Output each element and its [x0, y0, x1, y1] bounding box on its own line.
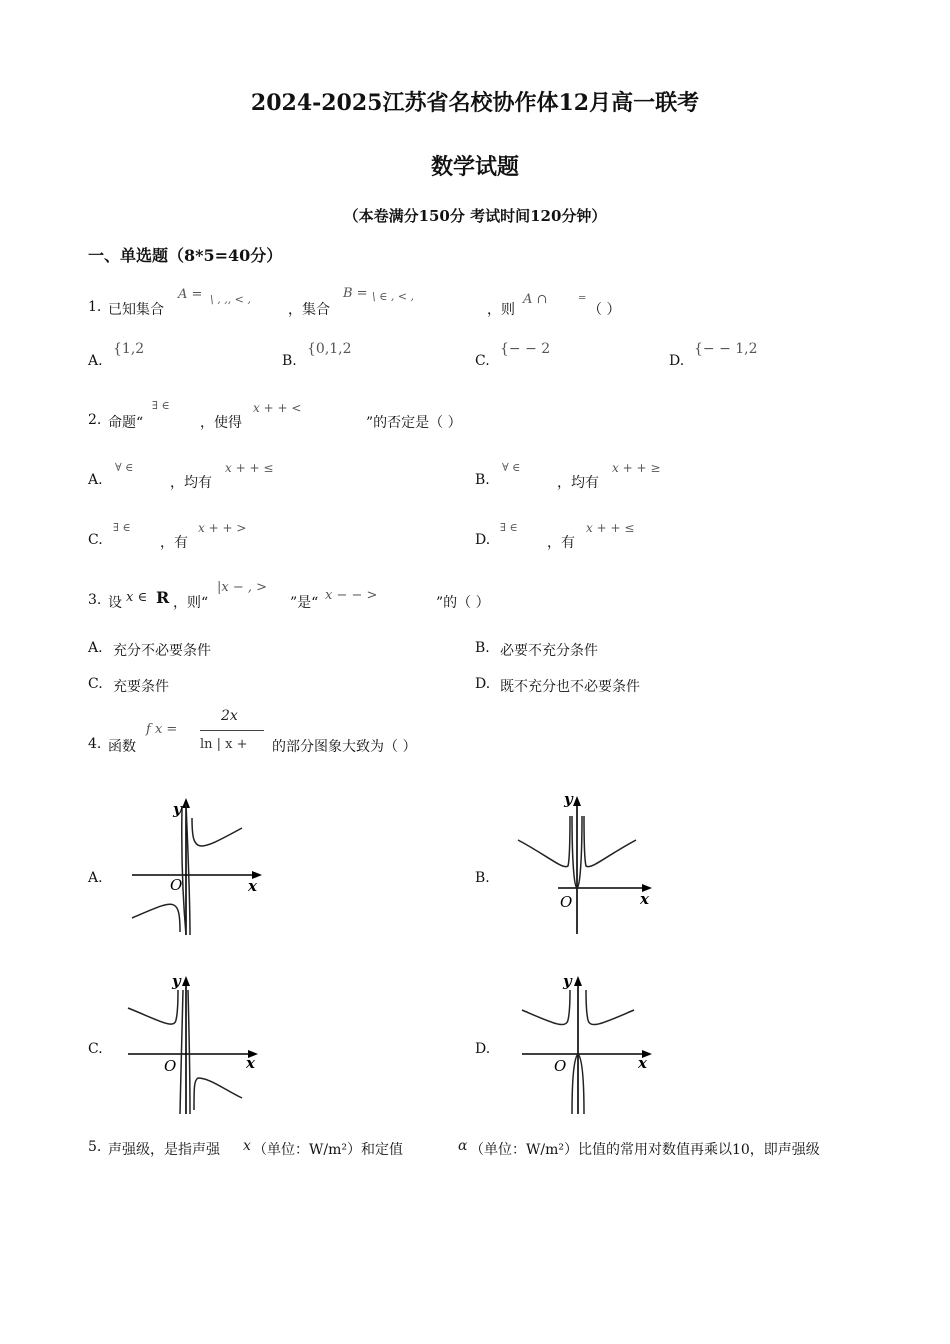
q2-option-B-math-1: ∀ ∈ [502, 461, 521, 474]
graph-C-y-arrow [182, 976, 190, 986]
q4-text-1: 函数 [108, 739, 136, 755]
graph-D [510, 968, 660, 1118]
q3-option-D-label: D. [475, 676, 491, 692]
graph-B-x-label: x [640, 890, 649, 908]
q1-paren: （ ） [588, 302, 621, 318]
graph-B [508, 788, 658, 938]
graph-A-curve-right [192, 818, 242, 846]
section-title: 一、单选题（8*5=40分） [88, 246, 283, 265]
q1-math-B: B = [343, 286, 368, 301]
q3-math-quad: x − − > [325, 588, 378, 603]
q2-option-A-label: A. [88, 472, 103, 488]
q1-option-C-value: {− − 2 [500, 341, 551, 357]
q4-math-f: f x = [146, 722, 178, 737]
q2-text-2: ，使得 [200, 415, 242, 431]
graph-C-label: C. [88, 1041, 103, 1057]
q3-real-set: R [156, 588, 170, 607]
graph-A [120, 790, 270, 940]
graph-C-x-label: x [246, 1054, 255, 1072]
q1-math-eq: = [578, 293, 587, 304]
q5-text-1: 声强级，是指声强 [108, 1142, 220, 1158]
graph-D-y-arrow [574, 976, 582, 986]
graph-B-label: B. [475, 870, 490, 886]
graph-B-y-arrow [573, 796, 581, 806]
q3-option-A-label: A. [88, 640, 103, 656]
graph-B-origin: O [560, 893, 573, 911]
q1-math-AnB: A ∩ [523, 292, 548, 307]
q1-text-1: 已知集合 [108, 302, 164, 318]
q3-text-4: ”的（ ） [436, 595, 490, 611]
q5-math-x: x [243, 1138, 251, 1154]
graph-A-curve-left [132, 904, 180, 932]
q2-option-A-sep: ，均有 [170, 475, 212, 491]
graph-C-curve-center-right [188, 990, 190, 1114]
graph-D-y-label: y [563, 972, 572, 990]
q4-math-numerator: 2x [221, 708, 238, 724]
graph-C-curve-right [194, 1078, 242, 1110]
graph-C-origin: O [164, 1057, 177, 1075]
q3-number: 3. [88, 592, 102, 608]
q4-fraction-bar [200, 730, 264, 731]
q2-option-D-math-1: ∃ ∈ [500, 521, 518, 534]
q1-option-B-label: B. [282, 353, 297, 369]
q5-math-alpha: α [458, 1138, 468, 1154]
exam-title: 2024-2025江苏省名校协作体12月高一联考 [250, 90, 700, 116]
q2-option-B-math-2: x + + ≥ [612, 461, 661, 475]
q4-math-denominator: ln | x + [200, 737, 248, 752]
q3-text-1: 设 [108, 595, 122, 611]
q5-text-2: （单位：W/m²）和定值 [253, 1142, 403, 1158]
q2-option-D-sep: ，有 [547, 535, 575, 551]
graph-A-label: A. [88, 870, 103, 886]
graph-A-origin: O [170, 876, 183, 894]
graph-B-curve-right [584, 816, 636, 867]
q3-option-B-text: 必要不充分条件 [500, 643, 598, 659]
q2-option-D-label: D. [475, 532, 491, 548]
q2-text-3: ”的否定是（ ） [366, 415, 462, 431]
q2-option-D-math-2: x + + ≤ [586, 521, 635, 535]
graph-D-curve-right [586, 990, 634, 1025]
exam-info: （本卷满分150分 考试时间120分钟） [343, 207, 607, 225]
q2-option-A-math-2: x + + ≤ [225, 461, 274, 475]
q2-option-A-math-1: ∀ ∈ [115, 461, 134, 474]
graph-C-y-label: y [172, 972, 181, 990]
q2-number: 2. [88, 412, 102, 428]
q2-option-C-math-1: ∃ ∈ [113, 521, 131, 534]
q1-option-A-value: {1,2 [113, 341, 145, 357]
graph-A-x-label: x [248, 877, 257, 895]
q1-option-B-value: {0,1,2 [307, 341, 352, 357]
q1-number: 1. [88, 299, 102, 315]
graph-D-origin: O [554, 1057, 567, 1075]
graph-B-y-label: y [564, 790, 573, 808]
graph-C-curve-center-left [180, 990, 183, 1114]
q5-number: 5. [88, 1139, 102, 1155]
q3-text-2: ，则“ [173, 595, 209, 611]
q4-text-2: 的部分图象大致为（ ） [272, 739, 417, 755]
q2-option-B-sep: ，均有 [557, 475, 599, 491]
q2-option-C-label: C. [88, 532, 103, 548]
q2-option-C-sep: ，有 [160, 535, 188, 551]
q3-math-x-in: x ∈ [126, 590, 148, 605]
q1-text-3: ，则 [487, 302, 515, 318]
q2-math-2: x + + < [253, 401, 302, 415]
q2-math-1: ∃ ∈ [152, 399, 170, 412]
q3-option-C-label: C. [88, 676, 103, 692]
q1-option-A-label: A. [88, 353, 103, 369]
q1-option-C-label: C. [475, 353, 490, 369]
graph-C [120, 968, 270, 1118]
q3-text-3: ”是“ [290, 595, 319, 611]
graph-D-label: D. [475, 1041, 491, 1057]
q3-option-A-text: 充分不必要条件 [113, 643, 211, 659]
graph-D-x-label: x [638, 1054, 647, 1072]
q1-math-A: A = [178, 287, 203, 302]
q1-text-2: ，集合 [288, 302, 330, 318]
q1-option-D-label: D. [669, 353, 685, 369]
graph-C-curve-left [128, 990, 178, 1024]
q2-option-B-label: B. [475, 472, 490, 488]
graph-A-y-label: y [173, 800, 182, 818]
q3-option-D-text: 既不充分也不必要条件 [500, 679, 640, 695]
graph-B-curve-left [518, 816, 570, 867]
q2-option-C-math-2: x + + > [198, 521, 247, 535]
q1-math-B-set: \ ∈ , < , [372, 290, 415, 303]
q5-text-3: （单位：W/m²）比值的常用对数值再乘以10，即声强级 [470, 1142, 820, 1158]
q4-number: 4. [88, 736, 102, 752]
q1-math-A-set: \ , ,, < , [210, 293, 251, 306]
q1-option-D-value: {− − 1,2 [694, 341, 758, 357]
graph-D-curve-left [522, 990, 570, 1025]
q2-text-1: 命题“ [108, 415, 144, 431]
q3-option-B-label: B. [475, 640, 490, 656]
exam-subject: 数学试题 [430, 154, 519, 180]
q3-option-C-text: 充要条件 [113, 679, 169, 695]
q3-math-abs: |x − , > [217, 580, 268, 595]
